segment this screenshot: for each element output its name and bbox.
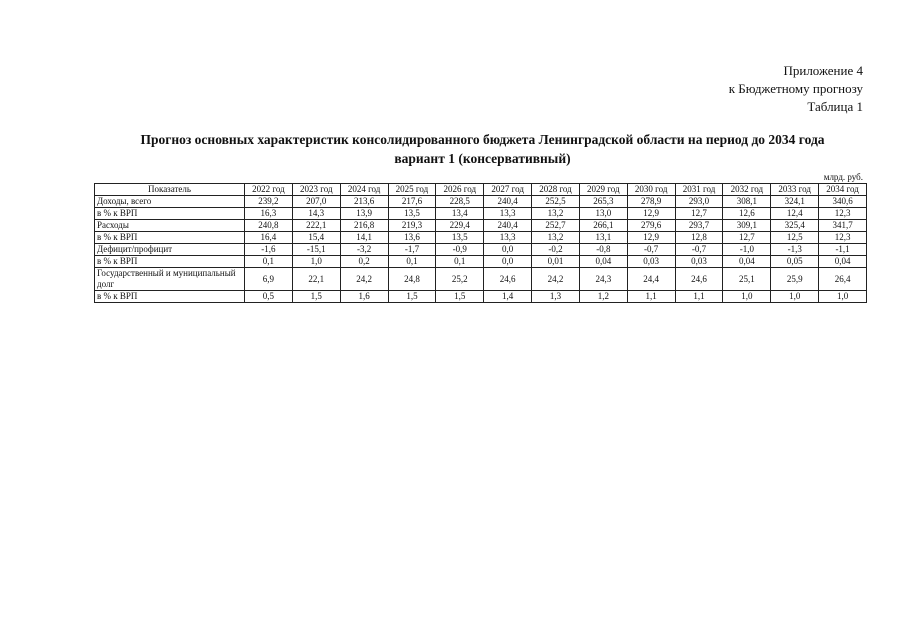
table-cell: 0,03 [675, 256, 723, 268]
table-cell: 240,4 [484, 196, 532, 208]
table-cell: 266,1 [579, 220, 627, 232]
table-cell: -0,8 [579, 244, 627, 256]
table-cell: 293,0 [675, 196, 723, 208]
table-cell: 14,3 [292, 208, 340, 220]
table-cell: 279,6 [627, 220, 675, 232]
table-cell: 12,7 [723, 232, 771, 244]
column-header-year: 2026 год [436, 184, 484, 196]
table-cell: 219,3 [388, 220, 436, 232]
column-header-year: 2032 год [723, 184, 771, 196]
document-title [100, 130, 865, 168]
table-cell: 14,1 [340, 232, 388, 244]
table-cell: -1,0 [723, 244, 771, 256]
table-cell: 278,9 [627, 196, 675, 208]
table-cell: 6,9 [245, 268, 293, 291]
table-cell: 0,03 [627, 256, 675, 268]
row-label: Доходы, всего [95, 196, 245, 208]
table-cell: 24,6 [675, 268, 723, 291]
table-cell: -0,9 [436, 244, 484, 256]
table-cell: 15,4 [292, 232, 340, 244]
table-cell: 12,3 [819, 232, 867, 244]
table-cell: 216,8 [340, 220, 388, 232]
table-cell: 13,6 [388, 232, 436, 244]
table-cell: 1,6 [340, 291, 388, 303]
table-row [95, 268, 867, 291]
column-header-year: 2027 год [484, 184, 532, 196]
table-cell: 0,0 [484, 256, 532, 268]
table-cell: 228,5 [436, 196, 484, 208]
table-cell: 16,3 [245, 208, 293, 220]
row-label: в % к ВРП [95, 208, 245, 220]
table-cell: 1,0 [723, 291, 771, 303]
row-label: в % к ВРП [95, 232, 245, 244]
table-cell: 265,3 [579, 196, 627, 208]
row-label: Расходы [95, 220, 245, 232]
table-cell: 0,5 [245, 291, 293, 303]
table-cell: 0,1 [436, 256, 484, 268]
table-cell: -0,2 [532, 244, 580, 256]
table-cell: 341,7 [819, 220, 867, 232]
table-number: Таблица 1 [807, 99, 863, 114]
table-cell: 1,3 [532, 291, 580, 303]
table-cell: 252,5 [532, 196, 580, 208]
table-cell: 22,1 [292, 268, 340, 291]
table-cell: 222,1 [292, 220, 340, 232]
table-cell: 0,04 [579, 256, 627, 268]
table-cell: 1,0 [292, 256, 340, 268]
table-cell: -3,2 [340, 244, 388, 256]
title-line-1: Прогноз основных характеристик консолидированного бюджета Ленинградской области на период до 2034 года [140, 132, 825, 147]
table-cell: 12,3 [819, 208, 867, 220]
table-cell: 0,04 [819, 256, 867, 268]
table-cell: 1,5 [292, 291, 340, 303]
table-cell: 240,4 [484, 220, 532, 232]
budget-forecast-table [94, 183, 867, 303]
table-cell: 13,3 [484, 208, 532, 220]
table-cell: 13,0 [579, 208, 627, 220]
table-cell: 1,1 [627, 291, 675, 303]
table-row [95, 220, 867, 232]
table-cell: 0,01 [532, 256, 580, 268]
table-cell: 340,6 [819, 196, 867, 208]
column-header-year: 2033 год [771, 184, 819, 196]
table-cell: 0,2 [340, 256, 388, 268]
table-cell: 24,6 [484, 268, 532, 291]
table-cell: -1,3 [771, 244, 819, 256]
title-line-2: вариант 1 (консервативный) [394, 151, 571, 166]
table-row [95, 208, 867, 220]
table-cell: 0,04 [723, 256, 771, 268]
table-cell: 0,1 [388, 256, 436, 268]
table-cell: 24,8 [388, 268, 436, 291]
table-cell: 16,4 [245, 232, 293, 244]
table-cell: 12,9 [627, 232, 675, 244]
table-cell: 1,5 [436, 291, 484, 303]
table-cell: 24,2 [532, 268, 580, 291]
table-row [95, 232, 867, 244]
table-cell: 1,4 [484, 291, 532, 303]
column-header-indicator: Показатель [95, 184, 245, 196]
table-cell: 1,0 [771, 291, 819, 303]
table-cell: 12,6 [723, 208, 771, 220]
column-header-year: 2034 год [819, 184, 867, 196]
table-cell: 13,1 [579, 232, 627, 244]
table-cell: 13,5 [388, 208, 436, 220]
table-cell: 1,2 [579, 291, 627, 303]
table-cell: 0,1 [245, 256, 293, 268]
row-label: Государственный и муниципальный долг [95, 268, 245, 291]
table-cell: 25,9 [771, 268, 819, 291]
table-cell: 12,8 [675, 232, 723, 244]
table-cell: 217,6 [388, 196, 436, 208]
table-cell: 309,1 [723, 220, 771, 232]
table-cell: 0,05 [771, 256, 819, 268]
table-cell: 240,8 [245, 220, 293, 232]
appendix-header [729, 62, 863, 116]
units-label: млрд. руб. [823, 172, 863, 182]
table-cell: 13,4 [436, 208, 484, 220]
column-header-year: 2031 год [675, 184, 723, 196]
table-cell: 25,2 [436, 268, 484, 291]
table-cell: 308,1 [723, 196, 771, 208]
table-cell: 13,3 [484, 232, 532, 244]
table-cell: -1,6 [245, 244, 293, 256]
table-row [95, 291, 867, 303]
column-header-year: 2023 год [292, 184, 340, 196]
table-cell: 324,1 [771, 196, 819, 208]
column-header-year: 2025 год [388, 184, 436, 196]
table-cell: 1,5 [388, 291, 436, 303]
table-cell: 1,0 [819, 291, 867, 303]
table-cell: 207,0 [292, 196, 340, 208]
table-cell: 13,2 [532, 208, 580, 220]
table-cell: 12,9 [627, 208, 675, 220]
table-cell: -15,1 [292, 244, 340, 256]
table-cell: -1,1 [819, 244, 867, 256]
row-label: в % к ВРП [95, 291, 245, 303]
column-header-year: 2022 год [245, 184, 293, 196]
table-cell: 26,4 [819, 268, 867, 291]
table-cell: -0,7 [627, 244, 675, 256]
table-cell: 1,1 [675, 291, 723, 303]
appendix-reference: к Бюджетному прогнозу [728, 81, 863, 96]
table-cell: 252,7 [532, 220, 580, 232]
table-cell: 239,2 [245, 196, 293, 208]
table-cell: 25,1 [723, 268, 771, 291]
table-row [95, 256, 867, 268]
table-cell: -1,7 [388, 244, 436, 256]
table-cell: 12,5 [771, 232, 819, 244]
table-cell: 24,2 [340, 268, 388, 291]
table-cell: 213,6 [340, 196, 388, 208]
column-header-year: 2030 год [627, 184, 675, 196]
appendix-number: Приложение 4 [783, 63, 863, 78]
table-cell: 0,0 [484, 244, 532, 256]
column-header-year: 2028 год [532, 184, 580, 196]
column-header-year: 2029 год [579, 184, 627, 196]
table-cell: 13,2 [532, 232, 580, 244]
table-cell: 12,7 [675, 208, 723, 220]
table-cell: 293,7 [675, 220, 723, 232]
table-cell: 229,4 [436, 220, 484, 232]
column-header-year: 2024 год [340, 184, 388, 196]
table-cell: 13,5 [436, 232, 484, 244]
table-cell: 24,4 [627, 268, 675, 291]
table-cell: 13,9 [340, 208, 388, 220]
row-label: Дефицит/профицит [95, 244, 245, 256]
row-label: в % к ВРП [95, 256, 245, 268]
table-header-row [95, 184, 867, 196]
table-row [95, 196, 867, 208]
table-cell: -0,7 [675, 244, 723, 256]
table-cell: 12,4 [771, 208, 819, 220]
table-cell: 24,3 [579, 268, 627, 291]
table-row [95, 244, 867, 256]
table-cell: 325,4 [771, 220, 819, 232]
